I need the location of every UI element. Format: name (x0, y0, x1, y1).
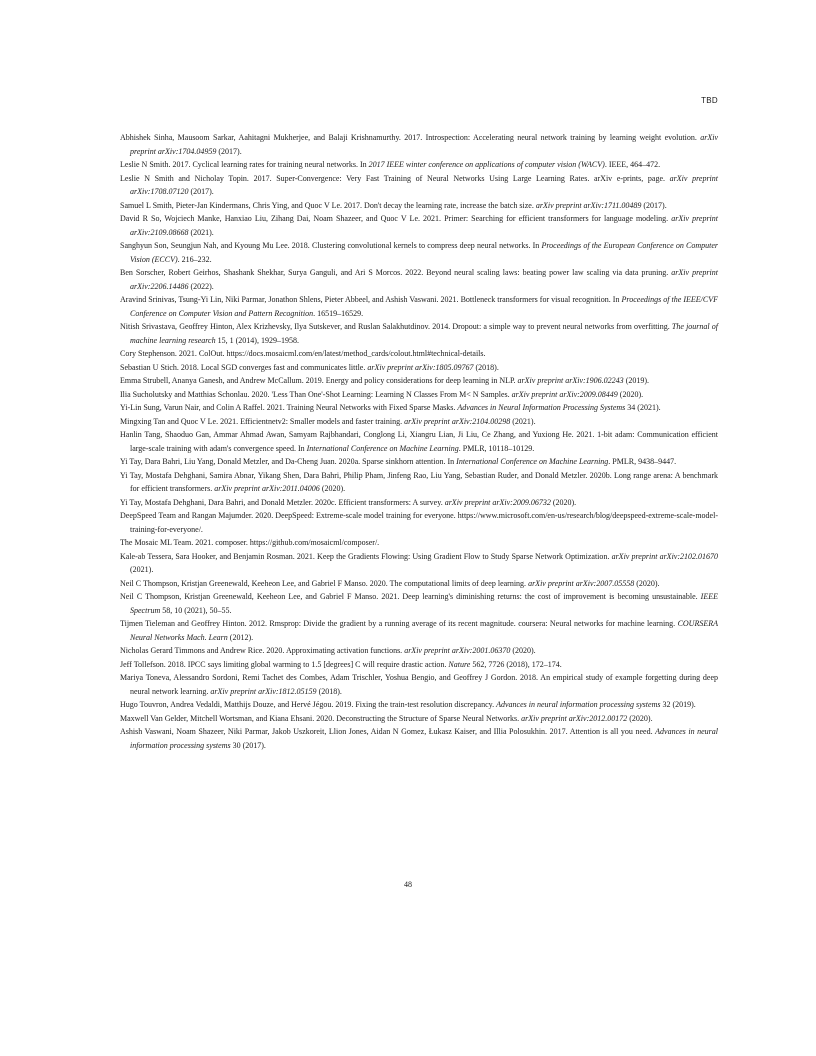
reference-text: Mingxing Tan and Quoc V Le. 2021. Efficientnetv2: Smaller models and faster training. (120, 416, 405, 426)
reference-venue: COURSERA Neural Networks Mach. Learn (130, 619, 718, 642)
reference-entry (120, 415, 718, 429)
reference-text: Ashish Vaswani, Noam Shazeer, Niki Parmar, Jakob Uszkoreit, Llion Jones, Aidan N Gomez, Łukasz Kaiser, and Illia Polosukhin. 2017. Attention is all you need. (120, 727, 656, 736)
reference-details: . 16519–16529. (313, 308, 364, 318)
reference-text: Leslie N Smith and Nicholay Topin. 2017. Super-Convergence: Very Fast Training of Neural Networks Using Large Learning Rates. arXiv e-prints, page. (120, 173, 670, 183)
reference-text: Cory Stephenson. 2021. ColOut. https://docs.mosaicml.com/en/latest/method_cards/colout.html#technical-details. (120, 349, 486, 358)
reference-text: Emma Strubell, Ananya Ganesh, and Andrew McCallum. 2019. Energy and policy considerations for deep learning in NLP. (120, 376, 518, 385)
reference-entry (120, 469, 718, 496)
reference-venue: arXiv preprint arXiv:1906.02243 (517, 376, 624, 385)
reference-details: 15, 1 (2014), 1929–1958. (215, 335, 299, 345)
reference-text: Neil C Thompson, Kristjan Greenewald, Keeheon Lee, and Gabriel F Manso. 2020. The computational limits of deep learning. (120, 578, 529, 588)
reference-venue: Nature (448, 659, 471, 669)
reference-details: (2012). (227, 632, 254, 642)
reference-entry (120, 536, 718, 550)
reference-entry (120, 239, 718, 266)
reference-details: (2017). (216, 146, 242, 156)
reference-details: (2017). (641, 200, 667, 210)
reference-entry (120, 158, 718, 172)
reference-text: DeepSpeed Team and Rangan Majumder. 2020. DeepSpeed: Extreme-scale model training for everyone. https://www.microsoft.com/en-us/research/blog/deepspeed-extreme-scale-model-training-for-everyone/. (120, 511, 718, 534)
reference-venue: Advances in Neural Information Processing Systems (457, 403, 626, 412)
reference-venue: arXiv preprint arXiv:2012.00172 (521, 713, 628, 723)
reference-venue: arXiv preprint arXiv:1711.00489 (535, 200, 642, 210)
reference-entry (120, 698, 718, 712)
reference-venue: International Conference on Machine Learning (306, 443, 459, 453)
reference-venue: 2017 IEEE winter conference on applications of computer vision (WACV) (368, 160, 605, 169)
reference-venue: Proceedings of the IEEE/CVF Conference on Computer Vision and Pattern Recognition (130, 295, 719, 318)
reference-details: . IEEE, 464–472. (604, 160, 661, 169)
reference-entry (120, 550, 718, 577)
reference-details: (2020). (627, 713, 653, 723)
reference-entry (120, 388, 718, 402)
reference-entry (120, 577, 718, 591)
reference-venue: arXiv preprint arXiv:2104.00298 (404, 416, 511, 426)
reference-venue: arXiv preprint arXiv:2109.08668 (130, 214, 719, 237)
reference-list (120, 131, 718, 752)
reference-text: Mariya Toneva, Alessandro Sordoni, Remi Tachet des Combes, Adam Trischler, Yoshua Bengio, and Geoffrey J Gordon. 2018. An empirical study of example forgetting during deep neural network learning. (120, 673, 718, 696)
reference-text: Nitish Srivastava, Geoffrey Hinton, Alex Krizhevsky, Ilya Sutskever, and Ruslan Salakhutdinov. 2014. Dropout: a simple way to prevent neural networks from overfitting. (120, 322, 672, 331)
reference-text: Yi-Lin Sung, Varun Nair, and Colin A Raffel. 2021. Training Neural Networks with Fixed Sparse Masks. (120, 403, 458, 412)
reference-text: Samuel L Smith, Pieter-Jan Kindermans, Chris Ying, and Quoc V Le. 2017. Don't decay the learning rate, increase the batch size. (120, 200, 536, 210)
reference-entry (120, 428, 718, 455)
reference-entry (120, 199, 718, 213)
reference-venue: arXiv preprint arXiv:2206.14486 (130, 268, 718, 291)
reference-entry (120, 131, 718, 158)
reference-text: Hanlin Tang, Shaoduo Gan, Ammar Ahmad Awan, Samyam Rajbhandari, Conglong Li, Xiangru Lian, Ji Liu, Ce Zhang, and Yuxiong He. 2021. 1-bit adam: Communication efficient large-scale training with adam's convergence speed. In (120, 430, 718, 453)
reference-text: Leslie N Smith. 2017. Cyclical learning rates for training neural networks. In (120, 160, 369, 169)
reference-entry (120, 509, 718, 536)
reference-venue: International Conference on Machine Learning (456, 457, 609, 466)
reference-text: Neil C Thompson, Kristjan Greenewald, Keeheon Lee, and Gabriel F Manso. 2021. Deep learning's diminishing returns: the cost of improvement is becoming unsustainable. (120, 592, 701, 601)
reference-text: Maxwell Van Gelder, Mitchell Wortsman, and Kiana Ehsani. 2020. Deconstructing the Structure of Sparse Neural Networks. (120, 713, 522, 723)
reference-details: . PMLR, 9438–9447. (608, 457, 677, 466)
page-number: 48 (404, 880, 412, 889)
reference-entry (120, 712, 718, 726)
reference-text: Yi Tay, Mostafa Dehghani, Dara Bahri, and Donald Metzler. 2020c. Efficient transformers: A survey. (120, 497, 445, 507)
reference-entry (120, 671, 718, 698)
reference-entry (120, 172, 718, 199)
reference-text: Sebastian U Stich. 2018. Local SGD converges fast and communicates little. (120, 362, 368, 372)
reference-entry (120, 644, 718, 658)
reference-details: (2021). (130, 565, 154, 574)
reference-details: . 216–232. (177, 254, 212, 264)
reference-venue: arXiv preprint arXiv:2102.01670 (611, 551, 719, 561)
reference-entry (120, 617, 718, 644)
reference-entry (120, 361, 718, 375)
reference-entry (120, 374, 718, 388)
reference-text: Tijmen Tieleman and Geoffrey Hinton. 2012. Rmsprop: Divide the gradient by a running average of its recent magnitude. coursera: Neural networks for machine learning. (120, 619, 678, 628)
reference-entry (120, 293, 718, 320)
reference-details: . PMLR, 10118–10129. (458, 443, 535, 453)
reference-details: (2020). (617, 389, 644, 399)
reference-details: (2021). (188, 227, 214, 237)
reference-text: David R So, Wojciech Manke, Hanxiao Liu, Zihang Dai, Noam Shazeer, and Quoc V Le. 2021. Primer: Searching for efficient transformers for language modeling. (120, 214, 672, 223)
reference-details: (2022). (188, 281, 214, 291)
reference-venue: Advances in neural information processing systems (496, 700, 661, 709)
reference-venue: arXiv preprint arXiv:2009.08449 (511, 389, 618, 399)
reference-text: Abhishek Sinha, Mausoom Sarkar, Aahitagni Mukherjee, and Balaji Krishnamurthy. 2017. Introspection: Accelerating neural network training by learning weight evolution. (120, 133, 701, 142)
reference-details: (2017). (188, 187, 214, 196)
reference-details: 562, 7726 (2018), 172–174. (470, 659, 562, 669)
running-head: TBD (701, 96, 718, 105)
reference-text: Yi Tay, Dara Bahri, Liu Yang, Donald Metzler, and Da-Cheng Juan. 2020a. Sparse sinkhorn attention. In (120, 457, 457, 466)
reference-venue: arXiv preprint arXiv:1708.07120 (130, 173, 718, 196)
reference-entry (120, 401, 718, 415)
reference-entry (120, 496, 718, 510)
reference-details: (2020). (319, 484, 346, 493)
reference-entry (120, 320, 718, 347)
reference-details: 58, 10 (2021), 50–55. (160, 605, 232, 615)
reference-details: (2021). (510, 416, 536, 426)
reference-venue: arXiv preprint arXiv:2001.06370 (404, 646, 511, 655)
reference-text: Hugo Touvron, Andrea Vedaldi, Matthijs Douze, and Hervé Jégou. 2019. Fixing the train-test resolution discrepancy. (120, 700, 497, 709)
reference-details: 34 (2021). (625, 403, 661, 412)
reference-venue: The journal of machine learning research (130, 322, 719, 345)
reference-entry (120, 347, 718, 361)
reference-details: (2020). (510, 646, 536, 655)
reference-venue: arXiv preprint arXiv:2011.04006 (214, 484, 320, 493)
reference-text: Sanghyun Son, Seungjun Nah, and Kyoung Mu Lee. 2018. Clustering convolutional kernels to compress deep neural networks. In (120, 241, 542, 250)
reference-text: Ben Sorscher, Robert Geirhos, Shashank Shekhar, Surya Ganguli, and Ari S Morcos. 2022. Beyond neural scaling laws: beating power law scaling via data pruning. (120, 268, 672, 277)
reference-entry (120, 455, 718, 469)
reference-text: The Mosaic ML Team. 2021. composer. https://github.com/mosaicml/composer/. (120, 538, 380, 547)
reference-entry (120, 590, 718, 617)
reference-text: Jeff Tollefson. 2018. IPCC says limiting global warming to 1.5 [degrees] C will require drastic action. (120, 659, 449, 669)
reference-entry (120, 725, 718, 752)
reference-entry (120, 658, 718, 672)
reference-details: (2020). (550, 497, 577, 507)
reference-details: (2019). (623, 376, 650, 385)
reference-venue: Advances in neural information processing systems (130, 727, 719, 750)
reference-entry (120, 266, 718, 293)
reference-text: Yi Tay, Mostafa Dehghani, Samira Abnar, Yikang Shen, Dara Bahri, Philip Pham, Jinfeng Rao, Liu Yang, Sebastian Ruder, and Donald Metzler. 2020b. Long range arena: A benchmark for efficient transformers. (120, 470, 718, 493)
reference-details: (2020). (634, 578, 660, 588)
reference-venue: Proceedings of the European Conference on Computer Vision (ECCV) (130, 241, 718, 264)
reference-details: (2018). (316, 686, 342, 696)
reference-details: (2018). (473, 362, 499, 372)
reference-details: 32 (2019). (660, 700, 696, 709)
reference-text: Ilia Sucholutsky and Matthias Schonlau. 2020. 'Less Than One'-Shot Learning: Learning N Classes From M< N Samples. (120, 389, 512, 399)
reference-text: Aravind Srinivas, Tsung-Yi Lin, Niki Parmar, Jonathon Shlens, Pieter Abbeel, and Ashish Vaswani. 2021. Bottleneck transformers for visual recognition. In (120, 295, 622, 304)
reference-venue: IEEE Spectrum (130, 592, 718, 615)
reference-venue: arXiv preprint arXiv:2009.06732 (444, 497, 551, 507)
reference-venue: arXiv preprint arXiv:1805.09767 (367, 362, 474, 372)
reference-venue: arXiv preprint arXiv:2007.05558 (528, 578, 635, 588)
reference-text: Kale-ab Tessera, Sara Hooker, and Benjamin Rosman. 2021. Keep the Gradients Flowing: Using Gradient Flow to Study Sparse Network Optimization. (120, 551, 612, 561)
reference-details: 30 (2017). (230, 740, 266, 750)
reference-text: Nicholas Gerard Timmons and Andrew Rice. 2020. Approximating activation functions. (120, 646, 405, 655)
reference-venue: arXiv preprint arXiv:1704.04959 (130, 133, 718, 156)
reference-venue: arXiv preprint arXiv:1812.05159 (210, 686, 317, 696)
reference-entry (120, 212, 718, 239)
